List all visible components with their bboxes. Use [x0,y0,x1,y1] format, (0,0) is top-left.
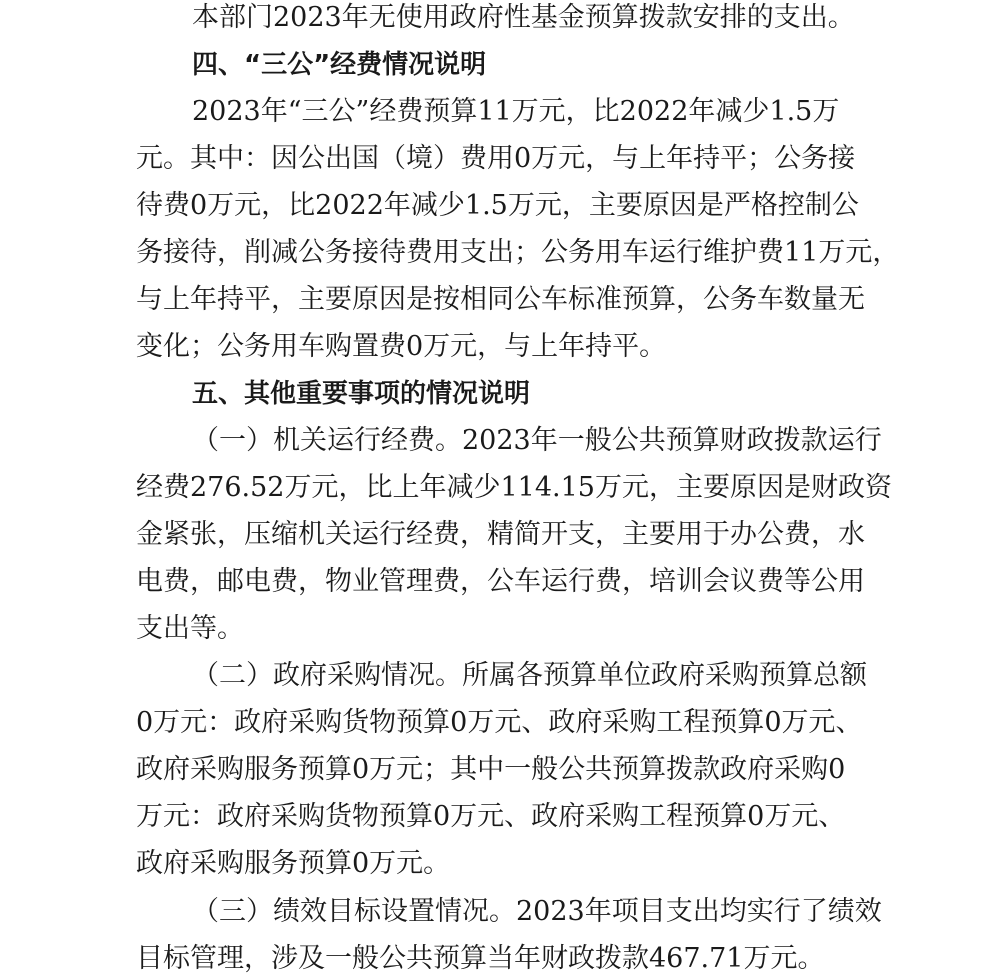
paragraph-line: 金紧张，压缩机关运行经费，精简开支，主要用于办公费，水 [136,519,865,550]
paragraph-line: （二）政府采购情况。所属各预算单位政府采购预算总额 [192,660,867,691]
section-heading-five: 五、其他重要事项的情况说明 [192,379,531,409]
paragraph-line: 0万元：政府采购货物预算0万元、政府采购工程预算0万元、 [136,707,863,738]
paragraph-line: 元。其中：因公出国（境）费用0万元，与上年持平；公务接 [136,143,856,174]
paragraph-line: 待费0万元，比2022年减少1.5万元，主要原因是严格控制公 [136,190,859,221]
paragraph-line: 支出等。 [136,613,244,644]
paragraph-line: 政府采购服务预算0万元。 [136,848,451,879]
paragraph-line: （一）机关运行经费。2023年一般公共预算财政拨款运行 [192,425,882,456]
paragraph-line: （三）绩效目标设置情况。2023年项目支出均实行了绩效 [192,896,882,927]
paragraph-line: 与上年持平，主要原因是按相同公车标准预算，公务车数量无 [136,284,865,315]
paragraph-line: 目标管理，涉及一般公共预算当年财政拨款467.71万元。 [136,943,825,974]
paragraph-line: 万元：政府采购货物预算0万元、政府采购工程预算0万元、 [136,801,846,832]
paragraph-line: 电费，邮电费，物业管理费，公车运行费，培训会议费等公用 [136,566,865,597]
paragraph-line: 政府采购服务预算0万元；其中一般公共预算拨款政府采购0 [136,754,846,785]
paragraph-line: 变化；公务用车购置费0万元，与上年持平。 [136,331,667,362]
paragraph-line: 务接待，削减公务接待费用支出；公务用车运行维护费11万元， [136,237,900,268]
section-heading-four: 四、“三公”经费情况说明 [192,50,487,80]
paragraph-line: 本部门2023年无使用政府性基金预算拨款安排的支出。 [192,2,855,33]
paragraph-line: 经费276.52万元，比上年减少114.15万元，主要原因是财政资 [136,472,892,503]
paragraph-line: 2023年“三公”经费预算11万元，比2022年减少1.5万 [192,96,840,127]
